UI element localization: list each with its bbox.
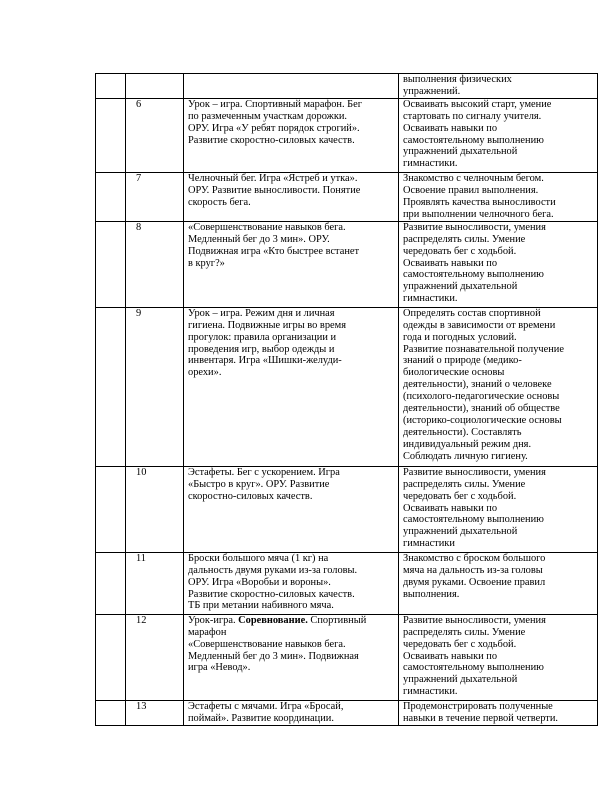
lesson-content: Броски большого мяча (1 кг) на дальность двумя руками из-за головы. ОРУ. Игра «Воробьи и вороны». Развитие скоростно-силовых качеств. ТБ при метании набивного мяча. xyxy=(184,552,399,614)
table-row xyxy=(96,466,598,552)
table-row xyxy=(96,98,598,172)
learning-outcome: выполнения физических упражнений. xyxy=(399,74,598,99)
table-row xyxy=(96,614,598,700)
blank-cell xyxy=(96,614,126,700)
lesson-number xyxy=(126,74,184,99)
lesson-content xyxy=(184,614,399,700)
lesson-content-highlight: Соревнование. xyxy=(238,614,308,626)
lesson-number: 10 xyxy=(126,466,184,552)
lesson-plan-table xyxy=(95,73,598,726)
blank-cell xyxy=(96,307,126,466)
learning-outcome: Развитие выносливости, умения распределять силы. Умение чередовать бег с ходьбой. Осваивать навыки по самостоятельному выполнению упражнений дыхательной гимнастики. xyxy=(399,221,598,307)
blank-cell xyxy=(96,172,126,221)
lesson-number: 7 xyxy=(126,172,184,221)
learning-outcome: Развитие выносливости, умения распределять силы. Умение чередовать бег с ходьбой. Осваивать навыки по самостоятельному выполнению упражнений дыхательной гимнастики. xyxy=(399,614,598,700)
lesson-content: «Совершенствование навыков бега. Медленный бег до 3 мин». ОРУ. Подвижная игра «Кто быстрее встанет в круг?» xyxy=(184,221,399,307)
lesson-content-intro: Урок-игра. xyxy=(188,614,239,626)
blank-cell xyxy=(96,74,126,99)
lesson-content xyxy=(184,74,399,99)
table-row xyxy=(96,307,598,466)
blank-cell xyxy=(96,98,126,172)
blank-cell xyxy=(96,552,126,614)
lesson-content: Эстафеты с мячами. Игра «Бросай, поймай». Развитие координации. xyxy=(184,700,399,725)
table-row xyxy=(96,221,598,307)
table-row xyxy=(96,700,598,725)
lesson-content: Челночный бег. Игра «Ястреб и утка». ОРУ. Развитие выносливости. Понятие скорость бега. xyxy=(184,172,399,221)
lesson-number: 8 xyxy=(126,221,184,307)
blank-cell xyxy=(96,221,126,307)
table-row xyxy=(96,172,598,221)
learning-outcome: Осваивать высокий старт, умение стартовать по сигналу учителя. Осваивать навыки по самостоятельному выполнению упражнений дыхательной гимнастики. xyxy=(399,98,598,172)
lesson-number: 9 xyxy=(126,307,184,466)
lesson-content: Эстафеты. Бег с ускорением. Игра «Быстро в круг». ОРУ. Развитие скоростно-силовых качеств. xyxy=(184,466,399,552)
lesson-content-rest: Спортивный марафон «Совершенствование навыков бега. Медленный бег до 3 мин». Подвижная игра «Невод». xyxy=(188,614,367,674)
learning-outcome: Развитие выносливости, умения распределять силы. Умение чередовать бег с ходьбой. Осваивать навыки по самостоятельному выполнению упражнений дыхательной гимнастики xyxy=(399,466,598,552)
lesson-content: Урок – игра. Режим дня и личная гигиена. Подвижные игры во время прогулок: правила организации и проведения игр, выбор одежды и инвентаря. Игра «Шишки-желуди- орехи». xyxy=(184,307,399,466)
blank-cell xyxy=(96,466,126,552)
lesson-number: 13 xyxy=(126,700,184,725)
learning-outcome: Продемонстрировать полученные навыки в течение первой четверти. xyxy=(399,700,598,725)
lesson-number: 11 xyxy=(126,552,184,614)
lesson-number: 6 xyxy=(126,98,184,172)
table-row xyxy=(96,74,598,99)
lesson-number: 12 xyxy=(126,614,184,700)
lesson-content: Урок – игра. Спортивный марафон. Бег по размеченным участкам дорожки. ОРУ. Игра «У ребят порядок строгий». Развитие скоростно-силовых качеств. xyxy=(184,98,399,172)
table-row xyxy=(96,552,598,614)
blank-cell xyxy=(96,700,126,725)
learning-outcome: Знакомство с броском большого мяча на дальность из-за головы двумя руками. Освоение правил выполнения. xyxy=(399,552,598,614)
learning-outcome: Знакомство с челночным бегом. Освоение правил выполнения. Проявлять качества выносливости при выполнении челночного бега. xyxy=(399,172,598,221)
learning-outcome: Определять состав спортивной одежды в зависимости от времени года и погодных условий. Развитие познавательной получение знаний о природе (медико- биологические основы деятельности), знаний о человеке (психолого-педагогические основы деятельности), знаний об обществе (историко-социологические основы деятельности). Составлять индивидуальный режим дня. Соблюдать личную гигиену. xyxy=(399,307,598,466)
